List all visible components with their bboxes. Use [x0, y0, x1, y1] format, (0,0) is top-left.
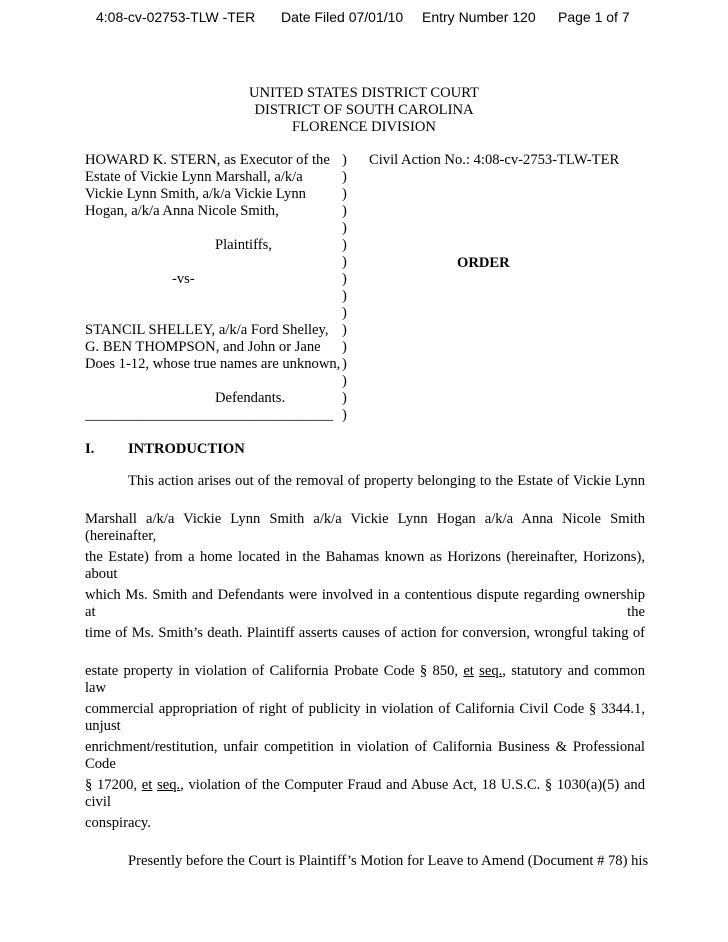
court-line-1: UNITED STATES DISTRICT COURT	[249, 85, 479, 101]
paren: )	[342, 356, 347, 372]
citation-seq: seq.	[479, 663, 503, 679]
paren: )	[342, 271, 347, 287]
paragraph-line: the Estate) from a home located in the Bahamas known as Horizons (hereinafter, Horizons), about	[85, 549, 645, 582]
page-indicator: Page 1 of 7	[558, 9, 630, 25]
citation-et: et	[463, 663, 474, 679]
section-number: I.	[85, 441, 95, 457]
paren: )	[342, 237, 347, 253]
paragraph-line: enrichment/restitution, unfair competition in violation of California Business & Professional Code	[85, 739, 645, 772]
paragraph-line: conspiracy.	[85, 815, 151, 831]
court-line-3: FLORENCE DIVISION	[292, 119, 436, 135]
paragraph-line: time of Ms. Smith’s death. Plaintiff asserts causes of action for conversion, wrongful taking of	[85, 625, 645, 641]
citation-et: et	[141, 777, 153, 793]
plaintiff-line: Estate of Vickie Lynn Marshall, a/k/a	[85, 169, 303, 185]
paragraph-line: This action arises out of the removal of property belonging to the Estate of Vickie Lynn	[128, 473, 645, 489]
citation-seq: seq.	[157, 777, 181, 793]
paragraph-line	[85, 663, 645, 697]
paren: )	[342, 288, 347, 304]
paragraph-line: which Ms. Smith and Defendants were involved in a contentious dispute regarding ownership at the	[85, 587, 645, 620]
text-run: , statutory and common law	[85, 663, 646, 696]
caption-parentheses	[342, 152, 352, 424]
plaintiff-line: HOWARD K. STERN, as Executor of the	[85, 152, 330, 168]
date-filed: Date Filed 07/01/10	[281, 9, 404, 25]
civil-action-number: Civil Action No.: 4:08-cv-2753-TLW-TER	[369, 152, 620, 168]
text-run: estate property in violation of California Probate Code § 850,	[85, 663, 459, 679]
defendant-line: Does 1-12, whose true names are unknown,	[85, 356, 341, 372]
text-run: , violation of the Computer Fraud and Abuse Act, 18 U.S.C. § 1030(a)(5) and civil	[85, 777, 646, 810]
plaintiff-line: Vickie Lynn Smith, a/k/a Vickie Lynn	[85, 186, 306, 202]
paren: )	[342, 407, 347, 423]
text-run: § 17200,	[85, 777, 138, 793]
paren: )	[342, 152, 347, 168]
defendants-label: Defendants.	[215, 390, 286, 406]
section-heading	[85, 441, 245, 458]
paren: )	[342, 305, 347, 321]
versus-label: -vs-	[172, 271, 195, 287]
paren: )	[342, 220, 347, 236]
paren: )	[342, 254, 347, 270]
paren: )	[342, 169, 347, 185]
defendant-line: STANCIL SHELLEY, a/k/a Ford Shelley,	[85, 322, 329, 338]
paren: )	[342, 339, 347, 355]
entry-number: Entry Number 120	[422, 9, 536, 25]
plaintiff-line: Hogan, a/k/a Anna Nicole Smith,	[85, 203, 279, 219]
caption-rule: __________________________________	[85, 407, 334, 423]
case-caption-parties	[85, 152, 345, 424]
paren: )	[342, 186, 347, 202]
section-title: INTRODUCTION	[128, 441, 245, 457]
court-line-2: DISTRICT OF SOUTH CAROLINA	[254, 102, 474, 118]
plaintiffs-label: Plaintiffs,	[215, 237, 272, 253]
paren: )	[342, 373, 347, 389]
paragraph-line	[85, 777, 645, 811]
court-heading	[0, 85, 728, 136]
defendant-line: G. BEN THOMPSON, and John or Jane	[85, 339, 321, 355]
paren: )	[342, 203, 347, 219]
paragraph-line: Presently before the Court is Plaintiff’s Motion for Leave to Amend (Document # 78) his	[128, 853, 649, 869]
document-title: ORDER	[457, 255, 510, 271]
paren: )	[342, 390, 347, 406]
paragraph-line: commercial appropriation of right of publicity in violation of California Civil Code § 3344.1, unjust	[85, 701, 645, 734]
paren: )	[342, 322, 347, 338]
filing-header	[0, 4, 728, 28]
paragraph-line: Marshall a/k/a Vickie Lynn Smith a/k/a Vickie Lynn Hogan a/k/a Anna Nicole Smith (hereinafter,	[85, 511, 645, 544]
case-number: 4:08-cv-02753-TLW -TER	[96, 9, 256, 25]
